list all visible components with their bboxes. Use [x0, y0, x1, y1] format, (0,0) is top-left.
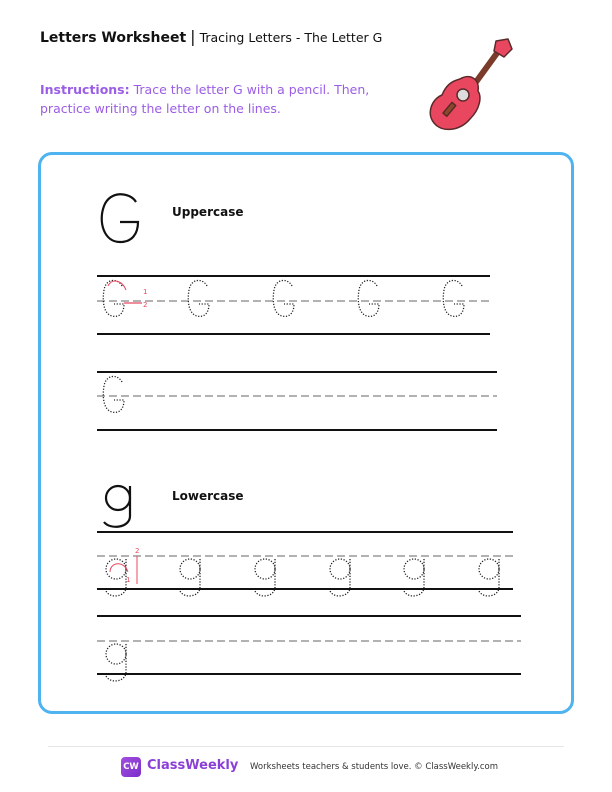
svg-text:1: 1 [143, 288, 148, 296]
uppercase-label: Uppercase [172, 205, 244, 219]
lowercase-practice-row-1 [97, 532, 513, 596]
lowercase-practice-row-2 [97, 616, 521, 681]
footer-brand: ClassWeekly [147, 758, 239, 773]
svg-text:2: 2 [135, 547, 140, 555]
title-main: Letters Worksheet [40, 30, 187, 46]
instructions-text: Trace the letter G with a pencil. Then, practice writing the letter on the lines. [40, 82, 370, 116]
lowercase-label: Lowercase [172, 489, 244, 503]
svg-text:1: 1 [126, 576, 131, 584]
instructions-label: Instructions: [40, 82, 130, 97]
svg-text:2: 2 [143, 301, 148, 309]
footer-divider [48, 746, 564, 747]
uppercase-practice-row-1 [97, 276, 490, 334]
footer-tagline: Worksheets teachers & students love. © ClassWeekly.com [250, 762, 499, 772]
title-subtitle: Tracing Letters - The Letter G [199, 30, 383, 45]
classweekly-logo: CW [121, 757, 141, 777]
uppercase-practice-row-2 [97, 372, 497, 430]
title-separator: | [190, 27, 196, 46]
